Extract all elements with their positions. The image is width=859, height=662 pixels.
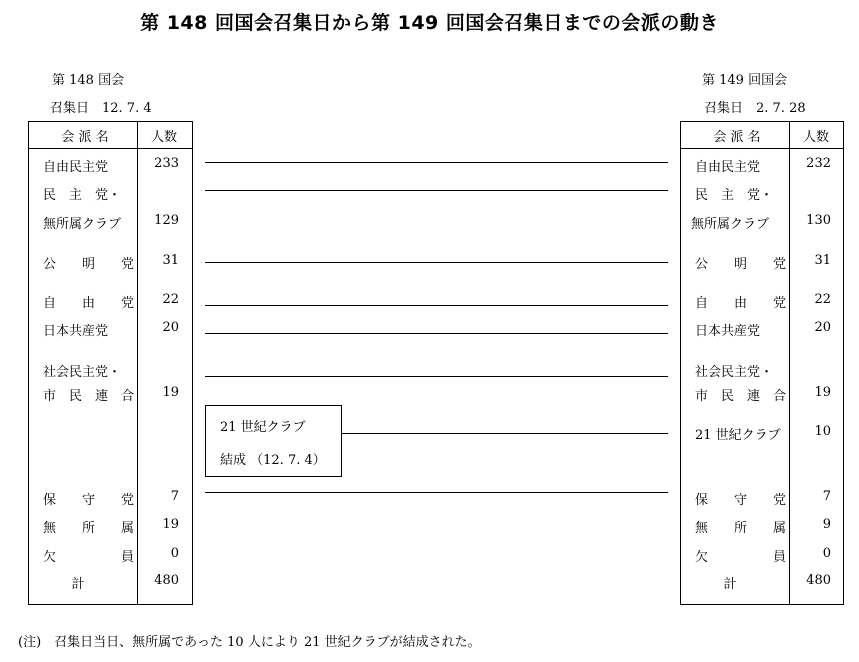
left-row-name: 自由民主党 [43,160,109,175]
left-row-name: 市 民 連 合 [43,389,135,404]
left-row-name: 社会民主党・ [43,365,122,380]
left-row-count: 233 [154,156,179,171]
left-row-count: 19 [162,385,179,400]
right-row-name: 欠 員 [695,550,787,565]
left-row-name: 欠 員 [43,550,135,565]
right-row-name: 社会民主党・ [695,365,774,380]
connector-line-liberal [205,305,668,306]
left-row-count: 20 [162,320,179,335]
right-row-name: 市 民 連 合 [695,389,787,404]
left-session-label: 第 148 国会 [52,73,125,88]
left-row-name: 無 所 属 [43,521,135,536]
footnote: (注) 召集日当日、無所属であった 10 人により 21 世紀クラブが結成された。 [18,635,481,650]
left-row-name: 保 守 党 [43,493,135,508]
new-group-box [205,405,342,477]
right-total-count: 480 [806,573,831,588]
connector-line-jcp [205,333,668,334]
right-row-count: 10 [814,424,831,439]
right-row-count: 7 [822,489,831,504]
left-row-count: 31 [162,253,179,268]
left-header-count: 人数 [150,130,177,145]
right-row-count: 130 [806,213,831,228]
connector-line-dpj [205,190,668,191]
left-row-name: 無所属クラブ [43,217,122,232]
right-row-name: 公 明 党 [695,257,787,272]
header-divider [681,148,843,149]
right-row-name: 無所属クラブ [691,217,770,232]
right-row-name: 無 所 属 [695,521,787,536]
right-row-count: 19 [814,385,831,400]
left-total-label: 計 [71,577,85,592]
right-total-label: 計 [723,577,737,592]
right-header-count: 人数 [802,130,829,145]
right-row-count: 20 [814,320,831,335]
right-row-name: 民 主 党・ [695,188,774,203]
left-row-name: 自 由 党 [43,296,135,311]
right-header-name: 会 派 名 [713,130,761,145]
new-group-name: 21 世紀クラブ [220,420,306,435]
column-divider [137,122,138,604]
page-title: 第 148 回国会召集日から第 149 回国会召集日までの会派の動き [140,12,719,34]
header-divider [29,148,192,149]
right-session-label: 第 149 回国会 [702,73,788,88]
right-row-count: 232 [806,156,831,171]
left-row-count: 19 [162,517,179,532]
connector-line-ldp [205,162,668,163]
left-row-name: 日本共産党 [43,324,109,339]
right-row-count: 22 [814,292,831,307]
right-row-name: 自 由 党 [695,296,787,311]
connector-line-conservative [205,492,668,493]
left-row-name: 民 主 党・ [43,188,122,203]
column-divider [789,122,790,604]
left-row-count: 129 [154,213,179,228]
right-faction-table [680,121,844,605]
right-row-count: 0 [822,546,831,561]
left-row-count: 0 [170,546,179,561]
right-row-name: 日本共産党 [695,324,761,339]
right-row-name: 保 守 党 [695,493,787,508]
left-header-name: 会 派 名 [61,130,109,145]
connector-line-sdp [205,376,668,377]
new-group-formed-date: 結成 （12. 7. 4） [220,453,326,468]
connector-line-21st-century [342,433,668,434]
left-total-count: 480 [154,573,179,588]
right-row-count: 31 [814,253,831,268]
right-row-name: 21 世紀クラブ [695,428,781,443]
right-convocation-date: 召集日 2. 7. 28 [704,101,806,116]
left-row-name: 公 明 党 [43,257,135,272]
left-row-count: 22 [162,292,179,307]
left-convocation-date: 召集日 12. 7. 4 [50,101,152,116]
left-faction-table [28,121,193,605]
right-row-count: 9 [822,517,831,532]
right-row-name: 自由民主党 [695,160,761,175]
connector-line-komeito [205,262,668,263]
left-row-count: 7 [170,489,179,504]
